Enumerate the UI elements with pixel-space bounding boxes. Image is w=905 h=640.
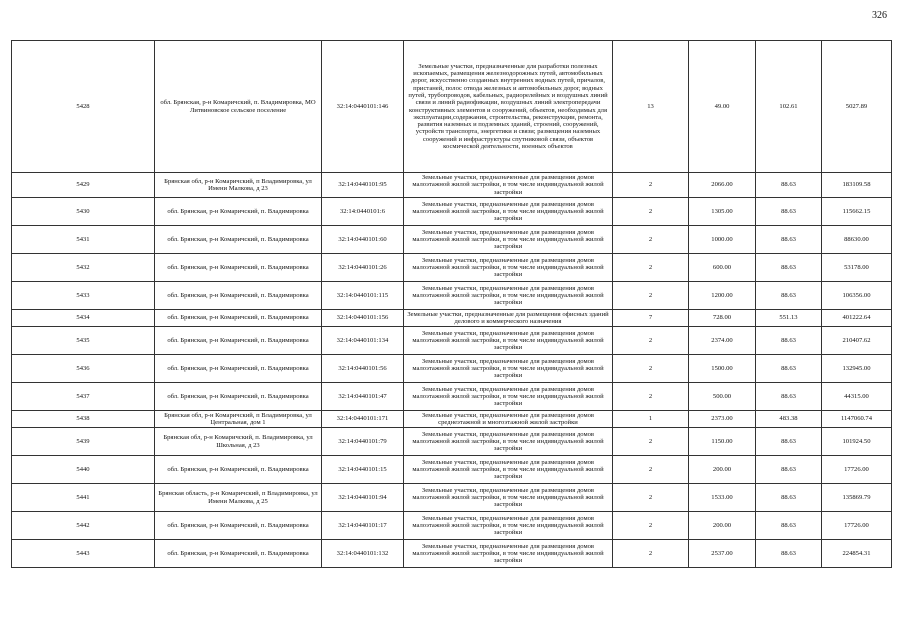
cadastral-number-cell: 32:14:0440101:26 [322, 254, 404, 282]
address-cell: обл. Брянская, р-н Комаричский, п. Владимировка [155, 254, 322, 282]
table-row [12, 428, 892, 456]
cadastral-value-cell: 183109.58 [822, 173, 892, 198]
land-use-cell: Земельные участки, предназначенные для размещения домов малоэтажной жилой застройки, в том числе индивидуальной жилой застройки [404, 456, 613, 484]
table-row [12, 310, 892, 327]
cadastral-value-cell: 88630.00 [822, 226, 892, 254]
row-number-cell: 5439 [12, 428, 155, 456]
land-use-cell: Земельные участки, предназначенные для размещения домов малоэтажной жилой застройки, в том числе индивидуальной жилой застройки [404, 254, 613, 282]
area-cell: 1000.00 [689, 226, 756, 254]
cadastral-value-cell: 53178.00 [822, 254, 892, 282]
address-cell: обл. Брянская, р-н Комаричский, п. Владимировка [155, 282, 322, 310]
table-row [12, 198, 892, 226]
land-use-cell: Земельные участки, предназначенные для разработки полезных ископаемых, размещения железнодорожных путей, автомобильных дорог, искусственно созданных внутренних водных путей, причалов, пристаней, полос отвода железных и автомобильных дорог, водных путей, трубопроводов, кабельных, радиорелейных и воздушных линий связи и линий радиофикации, воздушных линий электропередачи конструктивных элементов и сооружений, объектов, необходимых для эксплуатации,содержания, строительства, реконструкции, ремонта, развития наземных и подземных зданий, строений, сооружений, устройств транспорта, энергетики и связи; размещения наземных сооружений и инфраструктуры спутниковой связи, объектов космической деятельности, военных объектов [404, 41, 613, 173]
cadastral-number-cell: 32:14:0440101:17 [322, 512, 404, 540]
row-number-cell: 5440 [12, 456, 155, 484]
land-use-cell: Земельные участки, предназначенные для размещения домов малоэтажной жилой застройки, в том числе индивидуальной жилой застройки [404, 383, 613, 411]
land-use-cell: Земельные участки, предназначенные для размещения домов малоэтажной жилой застройки, в том числе индивидуальной жилой застройки [404, 355, 613, 383]
page-number: 326 [872, 10, 887, 21]
row-number-cell: 5429 [12, 173, 155, 198]
use-group-cell: 2 [613, 355, 689, 383]
cadastral-value-cell: 132945.00 [822, 355, 892, 383]
specific-value-cell: 88.63 [756, 456, 822, 484]
row-number-cell: 5441 [12, 484, 155, 512]
table-row [12, 383, 892, 411]
row-number-cell: 5433 [12, 282, 155, 310]
area-cell: 1200.00 [689, 282, 756, 310]
area-cell: 500.00 [689, 383, 756, 411]
land-use-cell: Земельные участки, предназначенные для размещения домов малоэтажной жилой застройки, в том числе индивидуальной жилой застройки [404, 327, 613, 355]
table-row [12, 411, 892, 428]
row-number-cell: 5430 [12, 198, 155, 226]
use-group-cell: 2 [613, 198, 689, 226]
address-cell: обл. Брянская, р-н Комаричский, п. Владимировка [155, 456, 322, 484]
row-number-cell: 5436 [12, 355, 155, 383]
specific-value-cell: 88.63 [756, 282, 822, 310]
address-cell: обл. Брянская, р-н Комаричский, п. Владимировка [155, 310, 322, 327]
row-number-cell: 5443 [12, 540, 155, 568]
table-row [12, 226, 892, 254]
specific-value-cell: 88.63 [756, 512, 822, 540]
table-row [12, 484, 892, 512]
land-use-cell: Земельные участки, предназначенные для размещения домов малоэтажной жилой застройки, в том числе индивидуальной жилой застройки [404, 282, 613, 310]
specific-value-cell: 88.63 [756, 226, 822, 254]
cadastral-value-cell: 106356.00 [822, 282, 892, 310]
area-cell: 200.00 [689, 512, 756, 540]
specific-value-cell: 88.63 [756, 173, 822, 198]
area-cell: 2537.00 [689, 540, 756, 568]
cadastral-value-cell: 101924.50 [822, 428, 892, 456]
address-cell: обл. Брянская, р-н Комаричский, п. Владимировка [155, 327, 322, 355]
specific-value-cell: 88.63 [756, 484, 822, 512]
cadastral-value-cell: 115662.15 [822, 198, 892, 226]
cadastral-number-cell: 32:14:0440101:95 [322, 173, 404, 198]
area-cell: 728.00 [689, 310, 756, 327]
specific-value-cell: 88.63 [756, 254, 822, 282]
row-number-cell: 5432 [12, 254, 155, 282]
table-row [12, 540, 892, 568]
cadastral-value-cell: 135869.79 [822, 484, 892, 512]
area-cell: 2373.00 [689, 411, 756, 428]
row-number-cell: 5434 [12, 310, 155, 327]
specific-value-cell: 483.38 [756, 411, 822, 428]
use-group-cell: 2 [613, 456, 689, 484]
cadastral-number-cell: 32:14:0440101:132 [322, 540, 404, 568]
land-use-cell: Земельные участки, предназначенные для размещения домов малоэтажной жилой застройки, в том числе индивидуальной жилой застройки [404, 198, 613, 226]
cadastral-value-cell: 224854.31 [822, 540, 892, 568]
use-group-cell: 2 [613, 226, 689, 254]
address-cell: обл. Брянская, р-н Комаричский, п. Владимировка, МО Литвиновское сельское поселение [155, 41, 322, 173]
use-group-cell: 1 [613, 411, 689, 428]
use-group-cell: 2 [613, 282, 689, 310]
cadastral-value-cell: 5027.89 [822, 41, 892, 173]
cadastral-number-cell: 32:14:0440101:156 [322, 310, 404, 327]
specific-value-cell: 88.63 [756, 540, 822, 568]
specific-value-cell: 88.63 [756, 327, 822, 355]
use-group-cell: 13 [613, 41, 689, 173]
area-cell: 600.00 [689, 254, 756, 282]
land-use-cell: Земельные участки, предназначенные для размещения домов малоэтажной жилой застройки, в том числе индивидуальной жилой застройки [404, 484, 613, 512]
land-use-cell: Земельные участки, предназначенные для размещения офисных зданий делового и коммерческого назначения [404, 310, 613, 327]
cadastral-value-cell: 17726.00 [822, 456, 892, 484]
use-group-cell: 2 [613, 383, 689, 411]
cadastral-value-table [11, 40, 892, 568]
cadastral-number-cell: 32:14:0440101:171 [322, 411, 404, 428]
row-number-cell: 5442 [12, 512, 155, 540]
table-row [12, 355, 892, 383]
use-group-cell: 2 [613, 173, 689, 198]
address-cell: Брянская область, р-н Комаричский, п Владимировка, ул Имени Малкова, д 25 [155, 484, 322, 512]
area-cell: 1305.00 [689, 198, 756, 226]
address-cell: обл. Брянская, р-н Комаричский, п. Владимировка [155, 198, 322, 226]
cadastral-number-cell: 32:14:0440101:15 [322, 456, 404, 484]
cadastral-number-cell: 32:14:0440101:47 [322, 383, 404, 411]
use-group-cell: 2 [613, 540, 689, 568]
area-cell: 1500.00 [689, 355, 756, 383]
area-cell: 1150.00 [689, 428, 756, 456]
row-number-cell: 5428 [12, 41, 155, 173]
use-group-cell: 2 [613, 512, 689, 540]
land-use-cell: Земельные участки, предназначенные для размещения домов малоэтажной жилой застройки, в том числе индивидуальной жилой застройки [404, 540, 613, 568]
address-cell: обл. Брянская, р-н Комаричский, п. Владимировка [155, 540, 322, 568]
cadastral-number-cell: 32:14:0440101:134 [322, 327, 404, 355]
address-cell: Брянская обл, р-н Комаричский, п Владимировка, ул Центральная, дом 1 [155, 411, 322, 428]
table-row [12, 254, 892, 282]
cadastral-number-cell: 32:14:0440101:146 [322, 41, 404, 173]
cadastral-number-cell: 32:14:0440101:60 [322, 226, 404, 254]
land-use-cell: Земельные участки, предназначенные для размещения домов среднеэтажной и многоэтажной жилой застройки [404, 411, 613, 428]
use-group-cell: 2 [613, 254, 689, 282]
cadastral-value-cell: 401222.64 [822, 310, 892, 327]
specific-value-cell: 102.61 [756, 41, 822, 173]
row-number-cell: 5431 [12, 226, 155, 254]
use-group-cell: 2 [613, 428, 689, 456]
land-use-cell: Земельные участки, предназначенные для размещения домов малоэтажной жилой застройки, в том числе индивидуальной жилой застройки [404, 173, 613, 198]
address-cell: Брянская обл, р-н Комаричский, п Владимировка, ул Имени Малкова, д 23 [155, 173, 322, 198]
table-row [12, 173, 892, 198]
address-cell: обл. Брянская, р-н Комаричский, п. Владимировка [155, 226, 322, 254]
specific-value-cell: 88.63 [756, 428, 822, 456]
cadastral-number-cell: 32:14:0440101:115 [322, 282, 404, 310]
cadastral-value-cell: 210407.62 [822, 327, 892, 355]
table-body [12, 41, 892, 568]
row-number-cell: 5437 [12, 383, 155, 411]
land-use-cell: Земельные участки, предназначенные для размещения домов малоэтажной жилой застройки, в том числе индивидуальной жилой застройки [404, 512, 613, 540]
address-cell: обл. Брянская, р-н Комаричский, п. Владимировка [155, 512, 322, 540]
table-row [12, 327, 892, 355]
cadastral-value-cell: 1147060.74 [822, 411, 892, 428]
cadastral-number-cell: 32:14:0440101:94 [322, 484, 404, 512]
specific-value-cell: 88.63 [756, 198, 822, 226]
land-use-cell: Земельные участки, предназначенные для размещения домов малоэтажной жилой застройки, в том числе индивидуальной жилой застройки [404, 428, 613, 456]
area-cell: 1533.00 [689, 484, 756, 512]
area-cell: 200.00 [689, 456, 756, 484]
area-cell: 49.00 [689, 41, 756, 173]
cadastral-number-cell: 32:14:0440101:6 [322, 198, 404, 226]
specific-value-cell: 88.63 [756, 355, 822, 383]
area-cell: 2374.00 [689, 327, 756, 355]
use-group-cell: 2 [613, 327, 689, 355]
use-group-cell: 2 [613, 484, 689, 512]
specific-value-cell: 551.13 [756, 310, 822, 327]
area-cell: 2066.00 [689, 173, 756, 198]
row-number-cell: 5438 [12, 411, 155, 428]
row-number-cell: 5435 [12, 327, 155, 355]
land-use-cell: Земельные участки, предназначенные для размещения домов малоэтажной жилой застройки, в том числе индивидуальной жилой застройки [404, 226, 613, 254]
table-row [12, 456, 892, 484]
address-cell: Брянская обл, р-н Комаричский, п. Владимировка, ул Школьная, д 23 [155, 428, 322, 456]
address-cell: обл. Брянская, р-н Комаричский, п. Владимировка [155, 355, 322, 383]
cadastral-value-cell: 17726.00 [822, 512, 892, 540]
address-cell: обл. Брянская, р-н Комаричский, п. Владимировка [155, 383, 322, 411]
use-group-cell: 7 [613, 310, 689, 327]
cadastral-value-cell: 44315.00 [822, 383, 892, 411]
specific-value-cell: 88.63 [756, 383, 822, 411]
cadastral-number-cell: 32:14:0440101:79 [322, 428, 404, 456]
table-row [12, 512, 892, 540]
table-row [12, 282, 892, 310]
table-row [12, 41, 892, 173]
cadastral-number-cell: 32:14:0440101:56 [322, 355, 404, 383]
